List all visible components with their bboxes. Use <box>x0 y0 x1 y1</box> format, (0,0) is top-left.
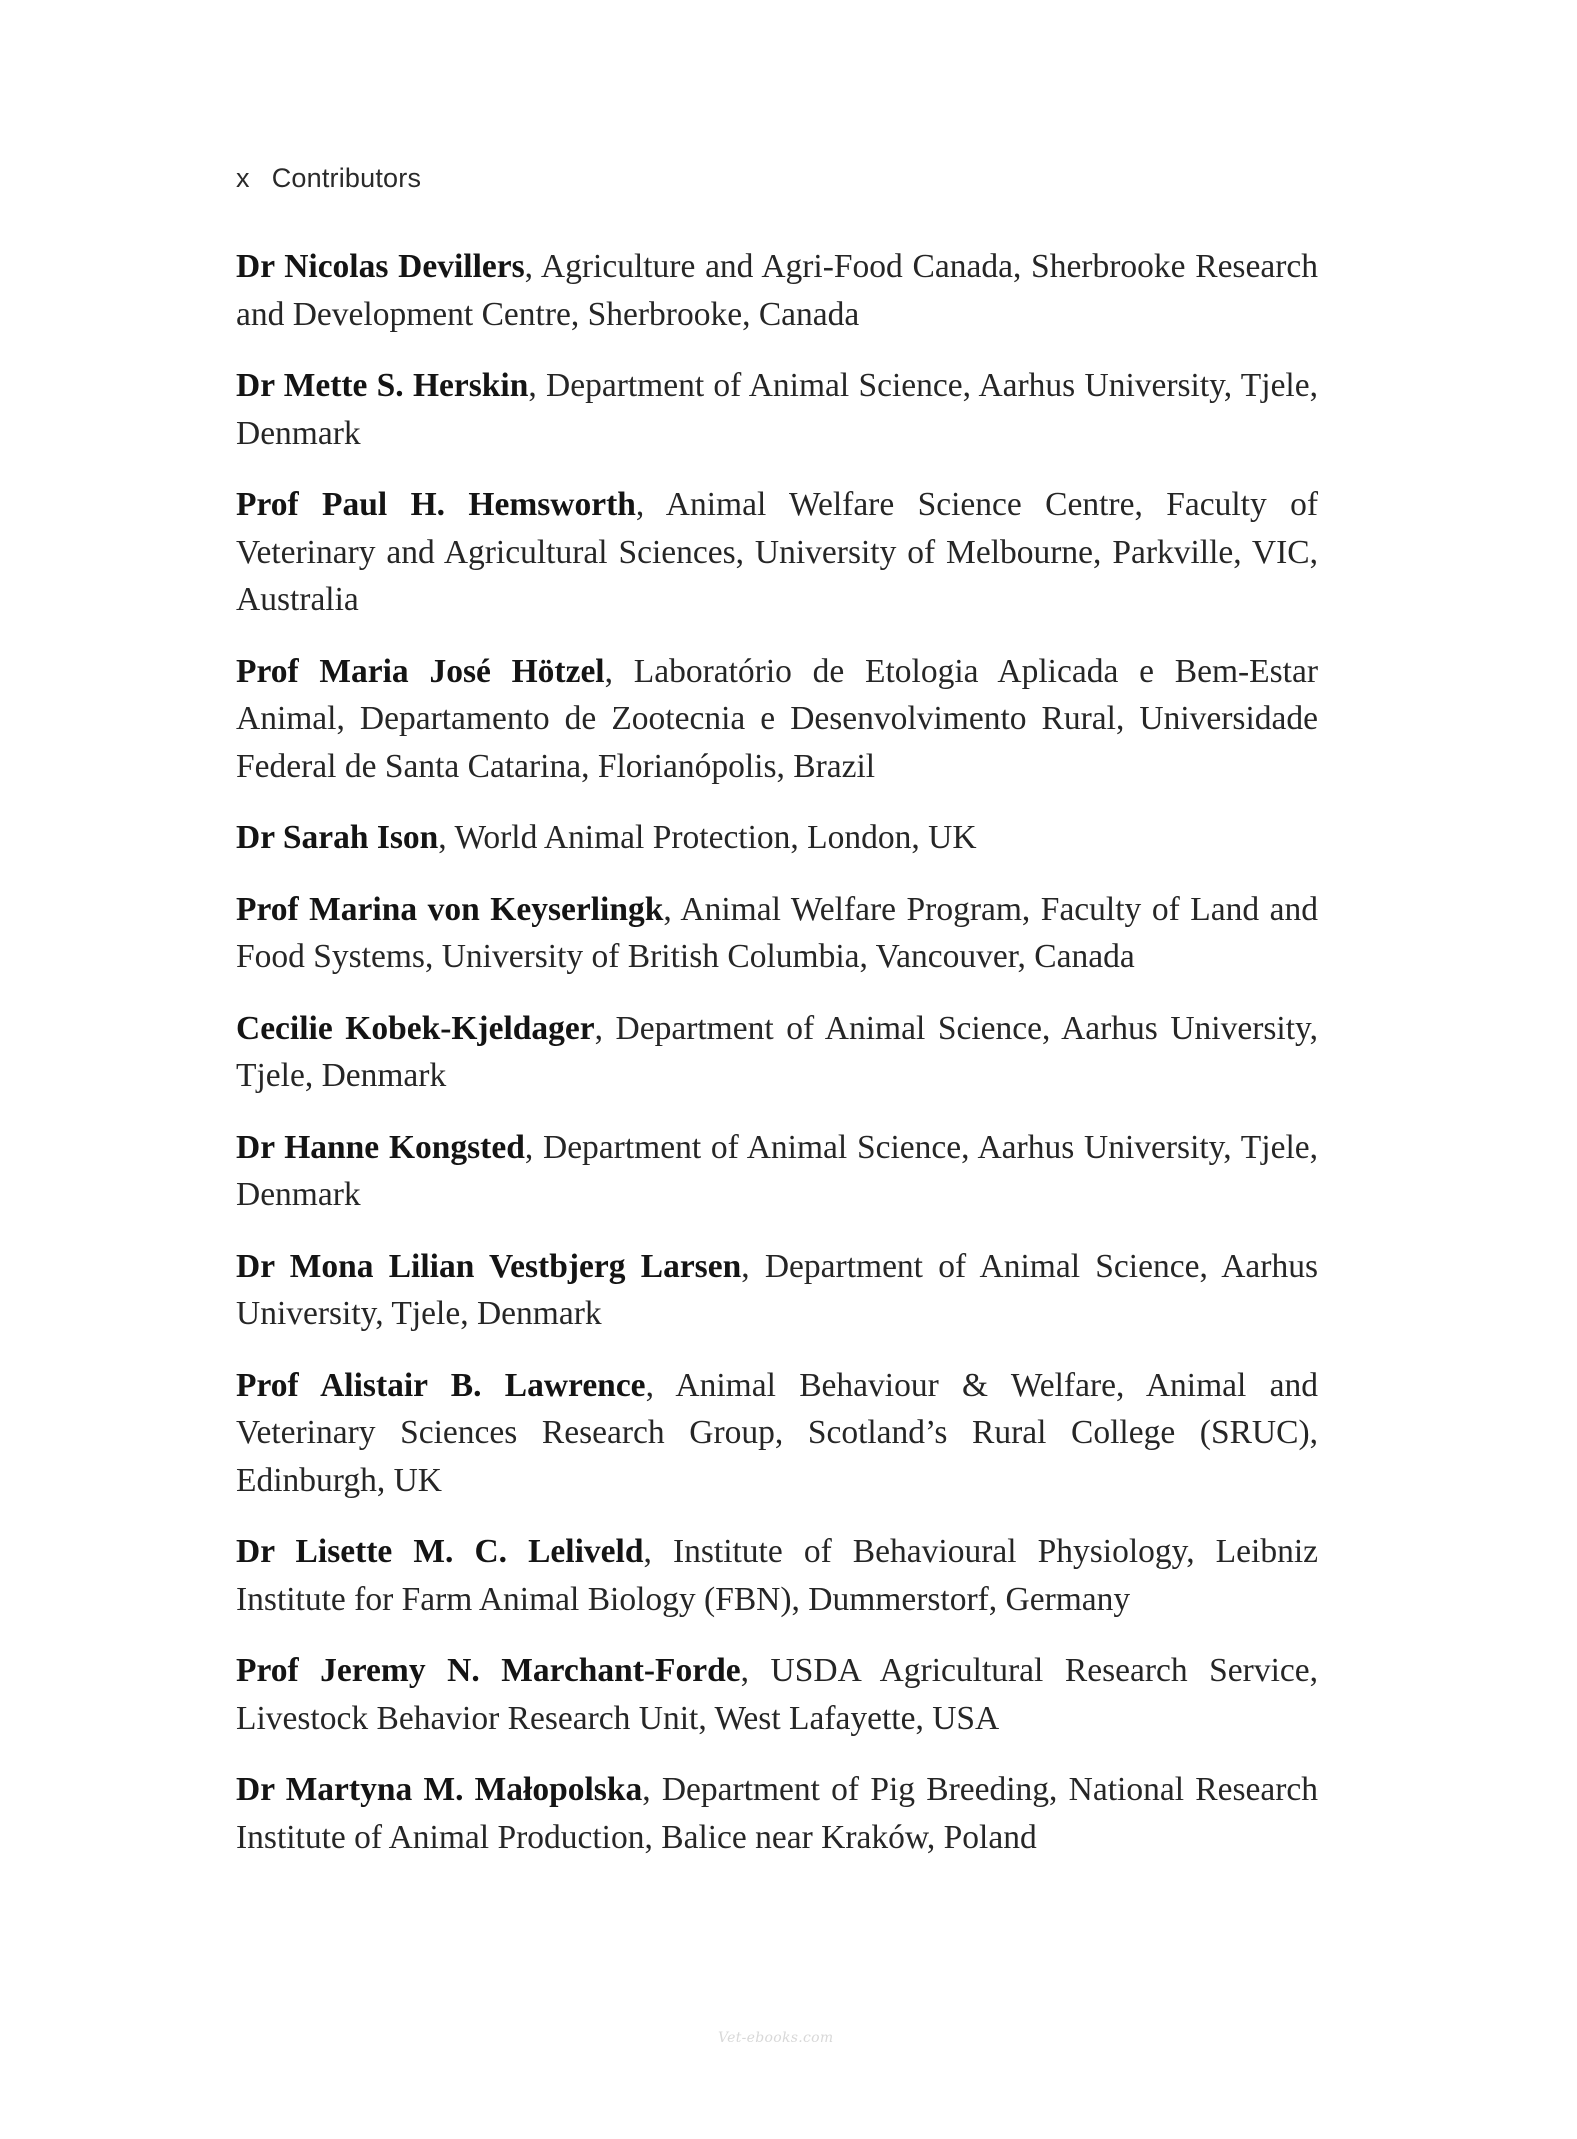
contributor-name: Prof Paul H. Hemsworth <box>236 486 636 523</box>
contributor-name: Prof Jeremy N. Marchant-Forde <box>236 1652 741 1689</box>
contributor-affiliation: , Department of Pig Breeding, National Research Institute of Animal Production, Balice near Kraków, Poland <box>236 1771 1318 1856</box>
contributor-entry <box>236 481 1318 624</box>
contributor-entry <box>236 1243 1318 1338</box>
contributor-name: Dr Hanne Kongsted <box>236 1128 525 1166</box>
contributor-affiliation: , USDA Agricultural Research Service, Livestock Behavior Research Unit, West Lafayette, USA <box>236 1652 1318 1737</box>
contributor-entry <box>236 886 1318 981</box>
contributor-entry <box>236 1647 1318 1742</box>
contributor-entry <box>236 1766 1318 1861</box>
contributor-affiliation: , Animal Welfare Program, Faculty of Land and Food Systems, University of British Columbia, Vancouver, Canada <box>236 890 1318 975</box>
contributor-affiliation: , World Animal Protection, London, UK <box>438 819 977 856</box>
contributor-affiliation: , Department of Animal Science, Aarhus University, Tjele, Denmark <box>236 1128 1318 1213</box>
contributor-name: Prof Maria José Hötzel <box>236 652 605 690</box>
contributor-name: Dr Mona Lilian Vestbjerg Larsen <box>236 1247 742 1285</box>
contributor-affiliation: , Department of Animal Science, Aarhus University, Tjele, Denmark <box>236 367 1318 452</box>
contributor-affiliation: , Department of Animal Science, Aarhus University, Tjele, Denmark <box>236 1009 1318 1094</box>
contributor-affiliation: , Laboratório de Etologia Aplicada e Bem-Estar Animal, Departamento de Zootecnia e Desenvolvimento Rural, Universidade Federal de Santa Catarina, Florianópolis, Brazil <box>236 652 1318 785</box>
contributor-entry <box>236 1528 1318 1623</box>
contributor-name: Dr Sarah Ison <box>236 819 439 856</box>
contributor-entry <box>236 243 1318 338</box>
contributor-entry <box>236 362 1318 457</box>
running-head <box>236 163 421 194</box>
contributor-name: Dr Nicolas Devillers <box>236 248 525 285</box>
contributor-name: Prof Marina von Keyserlingk <box>236 890 664 928</box>
contributor-entry <box>236 648 1318 791</box>
contributor-affiliation: , Animal Welfare Science Centre, Faculty of Veterinary and Agricultural Sciences, University of Melbourne, Parkville, VIC, Australia <box>236 486 1318 618</box>
contributor-entry <box>236 1362 1318 1505</box>
contributor-affiliation: , Institute of Behavioural Physiology, Leibniz Institute for Farm Animal Biology (FBN), Dummerstorf, Germany <box>236 1533 1318 1618</box>
contributor-name: Cecilie Kobek-Kjeldager <box>236 1009 595 1047</box>
contributor-entry <box>236 1124 1318 1219</box>
contributors-list <box>236 243 1318 1885</box>
contributor-affiliation: , Agriculture and Agri-Food Canada, Sherbrooke Research and Development Centre, Sherbrooke, Canada <box>236 248 1318 333</box>
watermark: Vet-ebooks.com <box>718 2030 834 2046</box>
running-head-title: Contributors <box>271 163 422 193</box>
contributor-entry <box>236 814 1318 862</box>
contributor-name: Dr Lisette M. C. Leliveld <box>236 1533 644 1570</box>
contributor-name: Dr Martyna M. Małopolska <box>236 1771 643 1808</box>
contributor-affiliation: , Department of Animal Science, Aarhus University, Tjele, Denmark <box>236 1247 1318 1332</box>
contributor-affiliation: , Animal Behaviour & Welfare, Animal and Veterinary Sciences Research Group, Scotland’s Rural College (SRUC), Edinburgh, UK <box>236 1366 1318 1499</box>
contributor-name: Prof Alistair B. Lawrence <box>236 1366 646 1404</box>
page-number: x <box>236 163 250 193</box>
contributor-name: Dr Mette S. Herskin <box>236 367 529 404</box>
contributor-entry <box>236 1005 1318 1100</box>
